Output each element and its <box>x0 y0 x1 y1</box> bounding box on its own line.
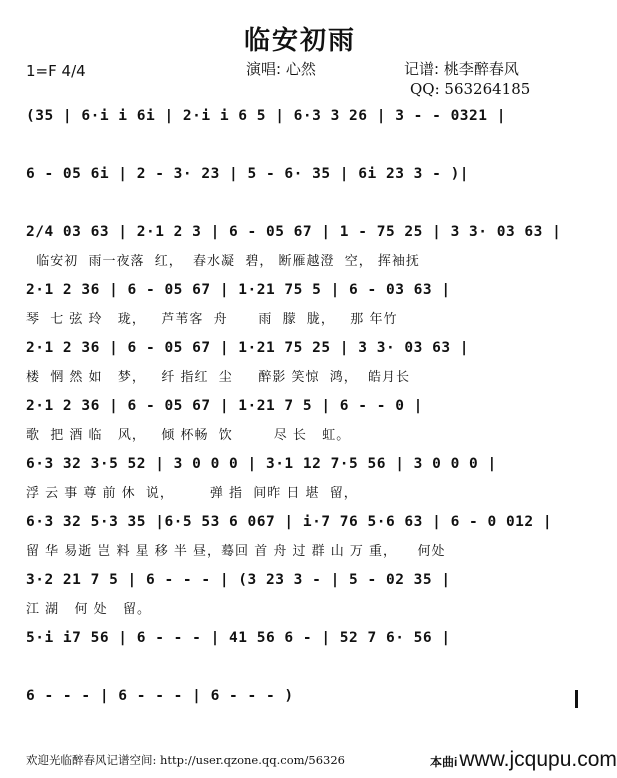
notes-line: 2·1 2 36 | 6 - 05 67 | 1·21 75 5 | 6 - 03 63 | <box>26 282 451 298</box>
score-system-4 <box>26 282 578 340</box>
notes-line: 6·3 32 3·5 52 | 3 0 0 0 | 3·1 12 7·5 56 | 3 0 0 0 | <box>26 456 497 472</box>
lyrics-line: 楼 惘 然 如 梦， 纤 指红 尘 醉影 笑惊 鸿， 皓月长 <box>26 370 411 385</box>
notator-credit: 记谱: 桃李醉春风 <box>404 60 519 78</box>
song-title: 临安初雨 <box>243 26 356 56</box>
score-system-9 <box>26 572 578 630</box>
lyrics-line: 留 华 易逝 岂 料 星 移 半 昼，蓦回 首 舟 过 群 山 万 重， 何处 <box>26 544 446 559</box>
score-body <box>26 108 578 746</box>
score-system-11 <box>26 688 578 746</box>
score-system-2 <box>26 166 578 224</box>
score-system-10 <box>26 630 578 688</box>
final-barline <box>575 690 578 708</box>
lyrics-line: 江 湖 何 处 留。 <box>26 602 152 617</box>
key-time-signature <box>26 62 86 80</box>
notes-line: 6·3 32 5·3 35 |6·5 53 6 067 | i·7 76 5·6 63 | 6 - 0 012 | <box>26 514 553 530</box>
lyrics-line: 浮 云 事 尊 前 休 说， 弹 指 间昨 日 堪 留， <box>26 486 358 501</box>
footer-credit: 欢迎光临醉春风记谱空间: http://user.qzone.qq.com/56326 <box>26 753 345 767</box>
watermark-site: www.jcqupu.com <box>459 748 617 771</box>
score-system-8 <box>26 514 578 572</box>
lyrics-line: 临安初 雨一夜落 红， 春水凝 碧， 断雁越澄 空， 挥袖抚 <box>26 254 420 269</box>
key-signature: 1=F <box>26 62 57 80</box>
score-system-6 <box>26 398 578 456</box>
site-watermark <box>430 748 617 772</box>
notes-line: 6 - 05 6i | 2 - 3· 23 | 5 - 6· 35 | 6i 23 3 - )| <box>26 166 470 182</box>
notes-line: (35 | 6·i i 6i | 2·i i 6 5 | 6·3 3 26 | 3 - - 0321 | <box>26 108 506 124</box>
lyrics-line: 琴 七 弦 玲 珑， 芦苇客 舟 雨 朦 胧， 那 年竹 <box>26 312 398 327</box>
watermark-label: 本曲i <box>430 755 458 769</box>
time-signature: 4/4 <box>61 62 86 80</box>
score-system-7 <box>26 456 578 514</box>
notes-line: 2/4 03 63 | 2·1 2 3 | 6 - 05 67 | 1 - 75 25 | 3 3· 03 63 | <box>26 224 562 240</box>
qq-number: QQ: 563264185 <box>410 80 531 98</box>
lyrics-line: 歌 把 酒 临 风， 倾 杯畅 饮 尽 长 虹。 <box>26 428 351 443</box>
notes-line: 3·2 21 7 5 | 6 - - - | (3 23 3 - | 5 - 02 35 | <box>26 572 451 588</box>
notes-line: 2·1 2 36 | 6 - 05 67 | 1·21 7 5 | 6 - - 0 | <box>26 398 423 414</box>
notes-line: 6 - - - | 6 - - - | 6 - - - ) <box>26 688 294 704</box>
notes-line: 2·1 2 36 | 6 - 05 67 | 1·21 75 25 | 3 3· 03 63 | <box>26 340 470 356</box>
score-system-5 <box>26 340 578 398</box>
singer-credit: 演唱: 心然 <box>246 60 316 78</box>
score-system-1 <box>26 108 578 166</box>
score-system-3 <box>26 224 578 282</box>
notes-line: 5·i i7 56 | 6 - - - | 41 56 6 - | 52 7 6· 56 | <box>26 630 451 646</box>
